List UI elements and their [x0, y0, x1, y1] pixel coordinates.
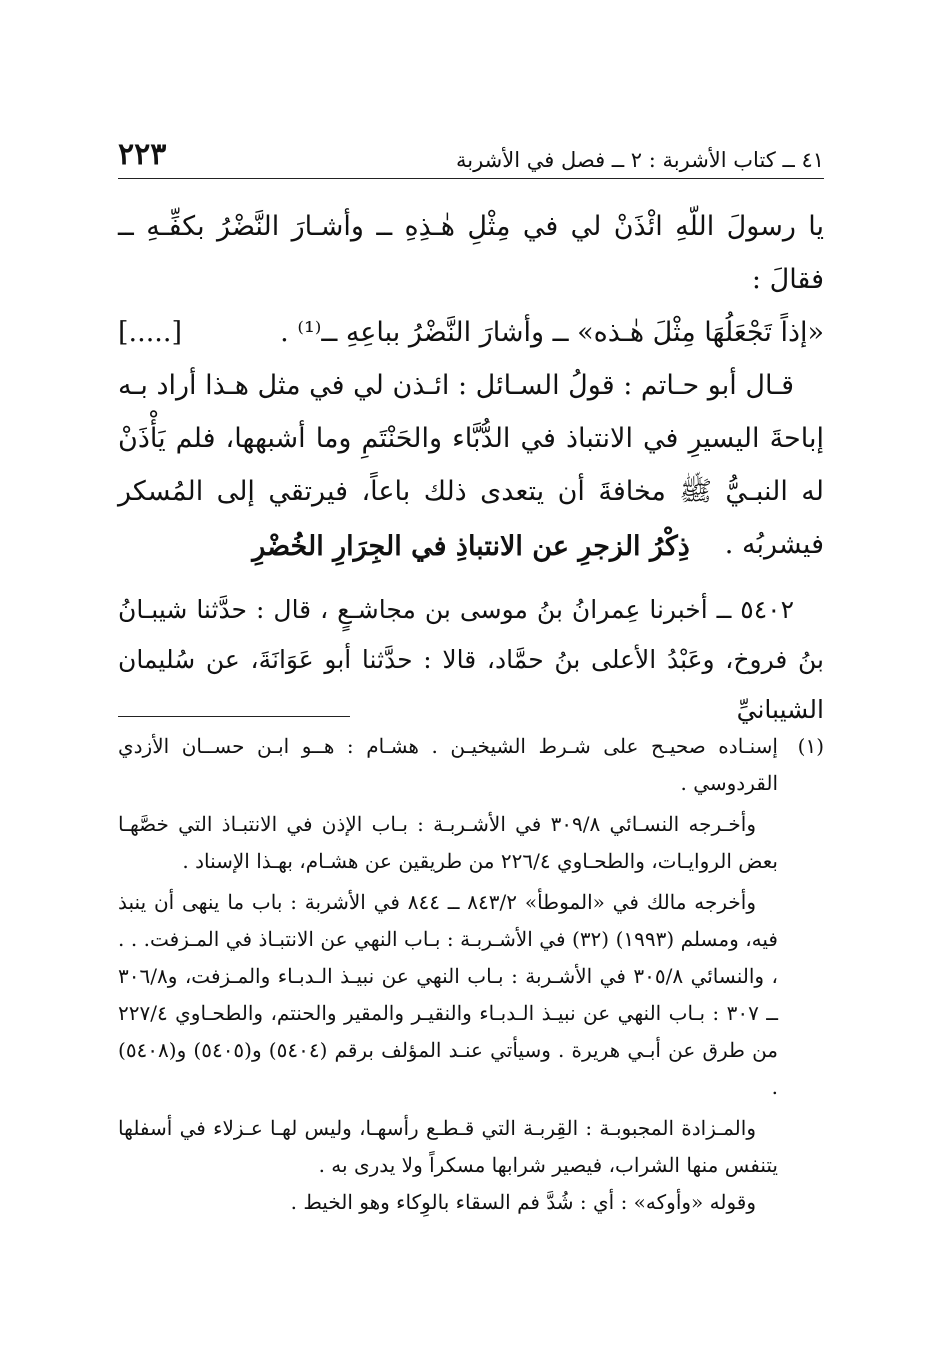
hadith-paragraph: ٥٤٠٢ ــ أخبرنا عِمرانُ بنُ موسى بن مجاشـعٍ ، قال : حدَّثنا شيبـانُ بنُ فروخ، وعَبْدُ الأعلى بنُ حمَّاد، قالا : حدَّثنا أبو عَوَانَةَ، عن سُليمان الشيبانيِّ — [118, 595, 824, 724]
footnote-paragraph: والمـزادة المجبوبـة : القِربـة التي قـطـع رأسهـا، وليس لهـا عـزلاء في أسفلها يتنفس منها الشراب، فيصير شرابها مسكراً ولا يدرى به . — [118, 1116, 778, 1177]
footnote-1 — [118, 728, 824, 802]
footnote-marker: (١) — [797, 734, 824, 758]
commentary-paragraph: قـال أبو حـاتم : قولُ السـائل : ائـذن لي في مثل هـذا أراد بـه إباحةَ اليسيرِ في الانتباذ في الدُّبَّاء والحَنْتَمِ وما أشبهها، فلم يَأْذَنْ له النبـيُّ ﷺ مخافةَ أن يتعدى ذلك باعاً، فيرتقي إلى المُسكر فيشربُه . — [117, 370, 824, 560]
footnotes — [118, 728, 824, 1221]
main-text — [118, 200, 824, 571]
footnote-paragraph: وأخرجه مالك في «الموطأ» ٨٤٣/٢ ــ ٨٤٤ في الأشربة : باب ما ينهى أن ينبذ فيه، ومسلم (١٩٩٣) (٣٢) في الأشـربـة : بـاب النهي عن الانتبـاذ في المـزفت. . . ، والنسائي ٣٠٥/٨ في الأشـربة : بـاب النهي عن نبيـذ الـدبـاء والمـزفت، و٣٠٦/٨ ــ ٣٠٧ : بـاب النهي عن نبيـذ الـدبـاء والنقيـر والمقير والحنتم، والطحـاوي ٢٢٧/٤ من طرق عن أبـي هريرة . وسيأتي عنـد المؤلف برقم (٥٤٠٤) و(٥٤٠٥) و(٥٤٠٨) . — [118, 890, 779, 1099]
text-line-main: «إذاً تَجْعَلُهَا مِثْلَ هٰـذه» ــ وأشارَ النَّضْرُ بباعِهِ ــ⁽¹⁾ . — [280, 317, 824, 348]
running-header — [118, 132, 824, 172]
footnote-paragraph: وقوله «وأوكه» : أي : شُدَّ فم السقاء بالوِكاء وهو الخيط . — [290, 1190, 756, 1214]
footnote-text: إسنـاده صحيـح على شـرط الشيخيـن . هشـام : هــو ابـن حســان الأزدي القردوسي . — [118, 734, 778, 795]
text-line — [118, 306, 824, 359]
omission-bracket: [.....] — [118, 317, 182, 348]
footnote-rule — [118, 716, 350, 717]
page-number: ٢٢٣ — [118, 137, 167, 172]
running-title: ٤١ ــ كتاب الأشربة : ٢ ــ فصل في الأشربة — [455, 148, 824, 172]
book-page — [118, 0, 824, 1370]
hadith-text — [118, 585, 824, 735]
footnote-paragraph: وأخـرجه النسـائي ٣٠٩/٨ في الأشـربـة : بـاب الإذن في الانتبـاذ التي خصَّهـا بعض الروايـات، والطحـاوي ٢٢٦/٤ من طريقين عن هشـام، بهـذا الإسناد . — [118, 812, 778, 873]
header-rule — [118, 178, 824, 179]
section-heading: ذِكْرُ الزجرِ عن الانتباذِ في الجِرَارِ الخُضْرِ — [252, 531, 690, 562]
text-line: يا رسولَ اللّهِ ائْذَنْ لي في مِثْلِ هٰـذِهِ ــ وأشـارَ النَّضْرُ بكفِّـهِ ــ فقالَ : — [118, 211, 824, 295]
